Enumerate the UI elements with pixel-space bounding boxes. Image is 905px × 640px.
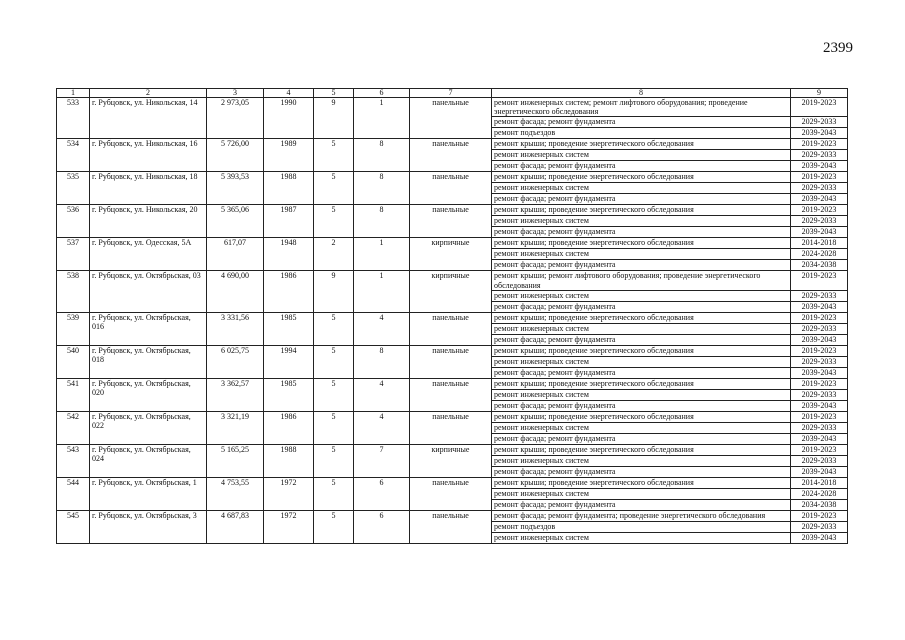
record-material: кирпичные bbox=[410, 238, 492, 271]
work-description: ремонт фасада; ремонт фундамента; проведение энергетического обследования bbox=[492, 510, 791, 521]
work-description: ремонт крыши; проведение энергетического обследования bbox=[492, 378, 791, 389]
work-period: 2039-2043 bbox=[791, 301, 848, 312]
work-description: ремонт фасада; ремонт фундамента bbox=[492, 194, 791, 205]
table-row bbox=[57, 172, 848, 183]
table-row bbox=[57, 411, 848, 422]
work-description: ремонт крыши; проведение энергетического обследования bbox=[492, 205, 791, 216]
record-floors: 5 bbox=[314, 378, 354, 411]
work-period: 2039-2043 bbox=[791, 532, 848, 543]
record-entrances: 6 bbox=[354, 510, 410, 543]
record-floors: 5 bbox=[314, 444, 354, 477]
record-entrances: 8 bbox=[354, 172, 410, 205]
header-cell: 6 bbox=[354, 89, 410, 98]
record-number: 536 bbox=[57, 205, 90, 238]
record-floors: 5 bbox=[314, 477, 354, 510]
record-address: г. Рубцовск, ул. Никольская, 14 bbox=[90, 98, 207, 139]
housing-repair-table bbox=[56, 88, 848, 544]
record-year: 1988 bbox=[264, 444, 314, 477]
record-year: 1986 bbox=[264, 411, 314, 444]
record-area: 6 025,75 bbox=[207, 345, 264, 378]
work-description: ремонт фасада; ремонт фундамента bbox=[492, 466, 791, 477]
record-year: 1987 bbox=[264, 205, 314, 238]
record-entrances: 7 bbox=[354, 444, 410, 477]
work-period: 2034-2038 bbox=[791, 499, 848, 510]
record-number: 538 bbox=[57, 271, 90, 312]
record-address: г. Рубцовск, ул. Октябрьская, 03 bbox=[90, 271, 207, 312]
work-description: ремонт крыши; проведение энергетического обследования bbox=[492, 172, 791, 183]
work-period: 2029-2033 bbox=[791, 323, 848, 334]
work-description: ремонт инженерных систем bbox=[492, 323, 791, 334]
work-period: 2019-2023 bbox=[791, 378, 848, 389]
record-material: панельные bbox=[410, 98, 492, 139]
work-period: 2029-2033 bbox=[791, 117, 848, 128]
record-material: панельные bbox=[410, 312, 492, 345]
header-cell: 2 bbox=[90, 89, 207, 98]
record-address: г. Рубцовск, ул. Никольская, 18 bbox=[90, 172, 207, 205]
work-period: 2029-2033 bbox=[791, 183, 848, 194]
record-number: 541 bbox=[57, 378, 90, 411]
record-entrances: 1 bbox=[354, 98, 410, 139]
header-cell: 8 bbox=[492, 89, 791, 98]
work-description: ремонт фасада; ремонт фундамента bbox=[492, 117, 791, 128]
work-period: 2019-2023 bbox=[791, 510, 848, 521]
work-period: 2019-2023 bbox=[791, 139, 848, 150]
page-number: 2399 bbox=[823, 40, 853, 56]
record-material: панельные bbox=[410, 378, 492, 411]
record-area: 3 331,56 bbox=[207, 312, 264, 345]
record-year: 1985 bbox=[264, 378, 314, 411]
work-period: 2029-2033 bbox=[791, 216, 848, 227]
record-year: 1990 bbox=[264, 98, 314, 139]
work-period: 2029-2033 bbox=[791, 150, 848, 161]
record-number: 533 bbox=[57, 98, 90, 139]
table-row bbox=[57, 444, 848, 455]
header-cell: 7 bbox=[410, 89, 492, 98]
record-area: 4 687,83 bbox=[207, 510, 264, 543]
record-material: панельные bbox=[410, 139, 492, 172]
record-number: 535 bbox=[57, 172, 90, 205]
table-row bbox=[57, 238, 848, 249]
work-description: ремонт подъездов bbox=[492, 521, 791, 532]
work-description: ремонт инженерных систем bbox=[492, 290, 791, 301]
record-address: г. Рубцовск, ул. Октябрьская, 1 bbox=[90, 477, 207, 510]
record-year: 1986 bbox=[264, 271, 314, 312]
work-description: ремонт крыши; проведение энергетического обследования bbox=[492, 345, 791, 356]
work-description: ремонт крыши; проведение энергетического обследования bbox=[492, 312, 791, 323]
header-cell: 1 bbox=[57, 89, 90, 98]
work-description: ремонт фасада; ремонт фундамента bbox=[492, 161, 791, 172]
table-row bbox=[57, 271, 848, 290]
record-address: г. Рубцовск, ул. Октябрьская, 022 bbox=[90, 411, 207, 444]
work-description: ремонт крыши; проведение энергетического обследования bbox=[492, 411, 791, 422]
header-cell: 5 bbox=[314, 89, 354, 98]
record-address: г. Рубцовск, ул. Октябрьская, 024 bbox=[90, 444, 207, 477]
record-year: 1972 bbox=[264, 510, 314, 543]
record-year: 1989 bbox=[264, 139, 314, 172]
record-material: панельные bbox=[410, 477, 492, 510]
record-floors: 5 bbox=[314, 172, 354, 205]
work-description: ремонт инженерных систем bbox=[492, 455, 791, 466]
record-area: 5 365,06 bbox=[207, 205, 264, 238]
work-period: 2019-2023 bbox=[791, 271, 848, 290]
record-entrances: 8 bbox=[354, 205, 410, 238]
record-entrances: 8 bbox=[354, 139, 410, 172]
table-row bbox=[57, 477, 848, 488]
record-entrances: 6 bbox=[354, 477, 410, 510]
table-row bbox=[57, 378, 848, 389]
record-number: 534 bbox=[57, 139, 90, 172]
record-area: 3 362,57 bbox=[207, 378, 264, 411]
work-period: 2039-2043 bbox=[791, 400, 848, 411]
work-description: ремонт инженерных систем bbox=[492, 249, 791, 260]
work-period: 2019-2023 bbox=[791, 205, 848, 216]
work-period: 2019-2023 bbox=[791, 98, 848, 117]
header-cell: 9 bbox=[791, 89, 848, 98]
work-period: 2039-2043 bbox=[791, 334, 848, 345]
record-number: 543 bbox=[57, 444, 90, 477]
record-year: 1972 bbox=[264, 477, 314, 510]
work-period: 2039-2043 bbox=[791, 227, 848, 238]
work-description: ремонт крыши; проведение энергетического обследования bbox=[492, 238, 791, 249]
record-area: 4 753,55 bbox=[207, 477, 264, 510]
work-description: ремонт фасада; ремонт фундамента bbox=[492, 433, 791, 444]
work-period: 2039-2043 bbox=[791, 128, 848, 139]
record-entrances: 4 bbox=[354, 312, 410, 345]
work-description: ремонт фасада; ремонт фундамента bbox=[492, 260, 791, 271]
record-area: 5 393,53 bbox=[207, 172, 264, 205]
work-period: 2039-2043 bbox=[791, 466, 848, 477]
work-period: 2019-2023 bbox=[791, 411, 848, 422]
work-description: ремонт инженерных систем bbox=[492, 216, 791, 227]
record-floors: 5 bbox=[314, 411, 354, 444]
table-row bbox=[57, 510, 848, 521]
work-description: ремонт крыши; проведение энергетического обследования bbox=[492, 139, 791, 150]
record-number: 544 bbox=[57, 477, 90, 510]
record-entrances: 1 bbox=[354, 238, 410, 271]
record-number: 545 bbox=[57, 510, 90, 543]
record-entrances: 8 bbox=[354, 345, 410, 378]
work-period: 2039-2043 bbox=[791, 433, 848, 444]
work-description: ремонт инженерных систем bbox=[492, 389, 791, 400]
work-description: ремонт фасада; ремонт фундамента bbox=[492, 227, 791, 238]
record-area: 617,07 bbox=[207, 238, 264, 271]
work-description: ремонт фасада; ремонт фундамента bbox=[492, 499, 791, 510]
record-year: 1988 bbox=[264, 172, 314, 205]
record-material: панельные bbox=[410, 172, 492, 205]
work-period: 2034-2038 bbox=[791, 260, 848, 271]
record-area: 5 165,25 bbox=[207, 444, 264, 477]
work-period: 2039-2043 bbox=[791, 194, 848, 205]
record-year: 1985 bbox=[264, 312, 314, 345]
record-floors: 5 bbox=[314, 312, 354, 345]
record-entrances: 4 bbox=[354, 378, 410, 411]
record-material: панельные bbox=[410, 205, 492, 238]
record-address: г. Рубцовск, ул. Никольская, 16 bbox=[90, 139, 207, 172]
table-row bbox=[57, 312, 848, 323]
record-address: г. Рубцовск, ул. Октябрьская, 020 bbox=[90, 378, 207, 411]
work-period: 2019-2023 bbox=[791, 345, 848, 356]
work-description: ремонт фасада; ремонт фундамента bbox=[492, 367, 791, 378]
work-period: 2014-2018 bbox=[791, 238, 848, 249]
record-area: 4 690,00 bbox=[207, 271, 264, 312]
record-number: 537 bbox=[57, 238, 90, 271]
record-floors: 5 bbox=[314, 345, 354, 378]
work-period: 2029-2033 bbox=[791, 290, 848, 301]
record-floors: 5 bbox=[314, 205, 354, 238]
record-address: г. Рубцовск, ул. Октябрьская, 018 bbox=[90, 345, 207, 378]
table-row bbox=[57, 205, 848, 216]
work-description: ремонт инженерных систем bbox=[492, 422, 791, 433]
record-entrances: 1 bbox=[354, 271, 410, 312]
record-floors: 9 bbox=[314, 98, 354, 139]
header-cell: 4 bbox=[264, 89, 314, 98]
work-description: ремонт инженерных систем bbox=[492, 532, 791, 543]
work-period: 2024-2028 bbox=[791, 249, 848, 260]
record-entrances: 4 bbox=[354, 411, 410, 444]
record-material: панельные bbox=[410, 411, 492, 444]
record-material: панельные bbox=[410, 345, 492, 378]
work-description: ремонт инженерных систем bbox=[492, 356, 791, 367]
work-period: 2039-2043 bbox=[791, 367, 848, 378]
work-description: ремонт крыши; проведение энергетического обследования bbox=[492, 444, 791, 455]
work-period: 2029-2033 bbox=[791, 455, 848, 466]
table-row bbox=[57, 139, 848, 150]
work-description: ремонт фасада; ремонт фундамента bbox=[492, 400, 791, 411]
record-number: 540 bbox=[57, 345, 90, 378]
work-description: ремонт инженерных систем; ремонт лифтового оборудования; проведение энергетического обследования bbox=[492, 98, 791, 117]
work-period: 2019-2023 bbox=[791, 172, 848, 183]
work-description: ремонт инженерных систем bbox=[492, 488, 791, 499]
record-area: 2 973,05 bbox=[207, 98, 264, 139]
record-year: 1994 bbox=[264, 345, 314, 378]
work-description: ремонт фасада; ремонт фундамента bbox=[492, 301, 791, 312]
record-address: г. Рубцовск, ул. Никольская, 20 bbox=[90, 205, 207, 238]
record-material: панельные bbox=[410, 510, 492, 543]
record-address: г. Рубцовск, ул. Октябрьская, 016 bbox=[90, 312, 207, 345]
work-description: ремонт крыши; проведение энергетического обследования bbox=[492, 477, 791, 488]
record-number: 542 bbox=[57, 411, 90, 444]
record-address: г. Рубцовск, ул. Октябрьская, 3 bbox=[90, 510, 207, 543]
record-material: кирпичные bbox=[410, 271, 492, 312]
work-period: 2019-2023 bbox=[791, 312, 848, 323]
record-area: 5 726,00 bbox=[207, 139, 264, 172]
work-period: 2029-2033 bbox=[791, 521, 848, 532]
record-floors: 9 bbox=[314, 271, 354, 312]
record-floors: 5 bbox=[314, 139, 354, 172]
record-year: 1948 bbox=[264, 238, 314, 271]
work-description: ремонт крыши; ремонт лифтового оборудования; проведение энергетического обследования bbox=[492, 271, 791, 290]
record-floors: 5 bbox=[314, 510, 354, 543]
table-row bbox=[57, 98, 848, 117]
record-material: кирпичные bbox=[410, 444, 492, 477]
work-description: ремонт фасада; ремонт фундамента bbox=[492, 334, 791, 345]
work-description: ремонт подъездов bbox=[492, 128, 791, 139]
header-row bbox=[57, 89, 848, 98]
work-period: 2029-2033 bbox=[791, 422, 848, 433]
work-period: 2014-2018 bbox=[791, 477, 848, 488]
work-period: 2029-2033 bbox=[791, 356, 848, 367]
work-period: 2024-2028 bbox=[791, 488, 848, 499]
record-address: г. Рубцовск, ул. Одесская, 5А bbox=[90, 238, 207, 271]
record-area: 3 321,19 bbox=[207, 411, 264, 444]
work-period: 2029-2033 bbox=[791, 389, 848, 400]
table-row bbox=[57, 345, 848, 356]
header-cell: 3 bbox=[207, 89, 264, 98]
work-description: ремонт инженерных систем bbox=[492, 150, 791, 161]
record-number: 539 bbox=[57, 312, 90, 345]
record-floors: 2 bbox=[314, 238, 354, 271]
work-period: 2019-2023 bbox=[791, 444, 848, 455]
work-period: 2039-2043 bbox=[791, 161, 848, 172]
work-description: ремонт инженерных систем bbox=[492, 183, 791, 194]
